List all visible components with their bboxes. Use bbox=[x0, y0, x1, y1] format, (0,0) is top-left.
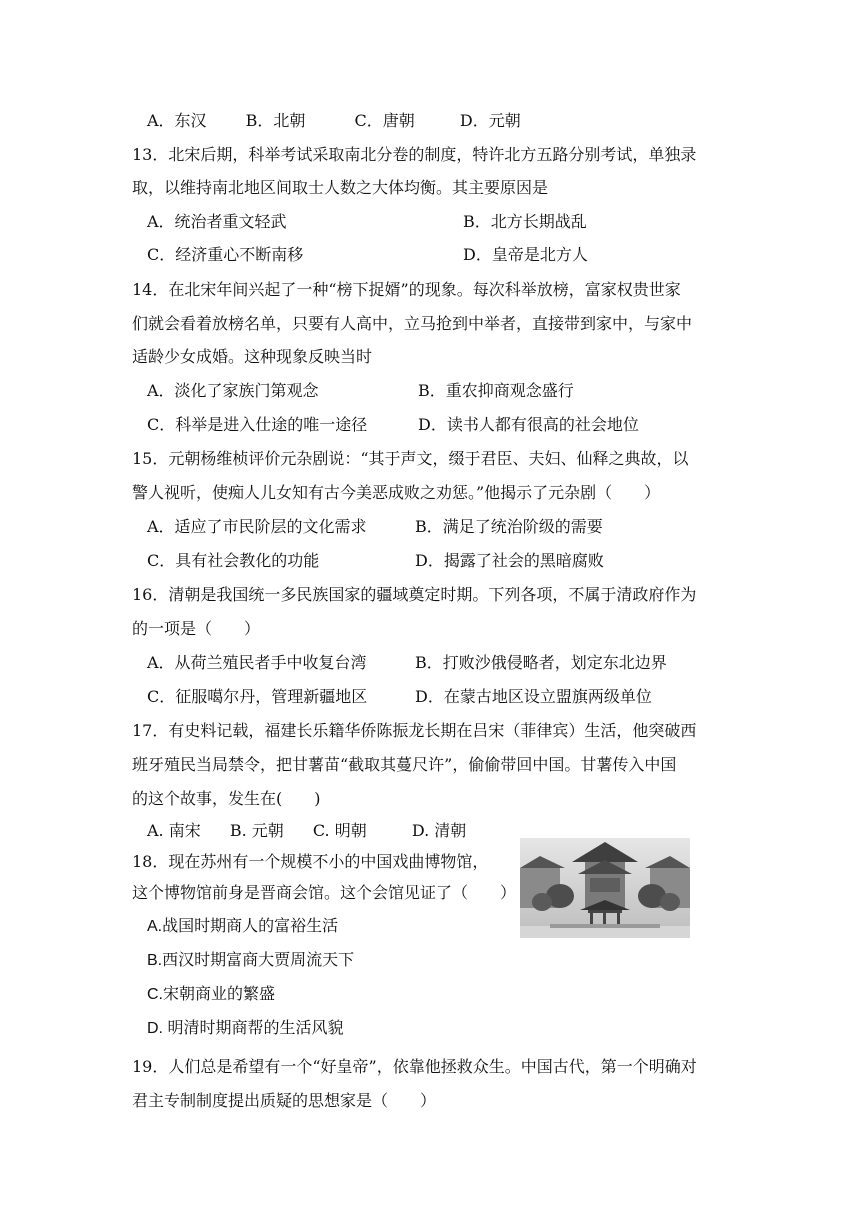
q14-stem-line-2: 们就会看着放榜名单，只要有人高中，立马抢到中举者，直接带到家中，与家中 bbox=[132, 314, 693, 333]
q14-option-d: D．读书人都有很高的社会地位 bbox=[418, 415, 639, 434]
q17-stem-line-2: 班牙殖民当局禁令，把甘薯苗“截取其蔓尺许”，偷偷带回中国。甘薯传入中国 bbox=[132, 755, 677, 774]
q18-stem-line-1: 18．现在苏州有一个规模不小的中国戏曲博物馆， bbox=[132, 852, 489, 871]
q12-option-b: B．北朝 bbox=[245, 111, 306, 130]
q15-option-a: A．适应了市民阶层的文化需求 bbox=[147, 517, 367, 536]
q17-options bbox=[147, 820, 466, 842]
q18-option-b: B.西汉时期富商大贾周流天下 bbox=[147, 952, 355, 969]
q17-option-b: B. 元朝 bbox=[229, 821, 284, 840]
q17-option-c: C. 明朝 bbox=[312, 821, 367, 840]
guild-hall-photo bbox=[520, 838, 690, 938]
q14-stem-line-3: 适龄少女成婚。这种现象反映当时 bbox=[132, 347, 373, 366]
q13-stem-line-1: 13．北宋后期，科举考试采取南北分卷的制度，特许北方五路分别考试，单独录 bbox=[132, 145, 697, 164]
q15-option-d: D．揭露了社会的黑暗腐败 bbox=[415, 551, 604, 570]
q12-options bbox=[147, 110, 521, 132]
q13-option-c: C．经济重心不断南移 bbox=[147, 245, 304, 264]
q14-option-c: C．科举是进入仕途的唯一途径 bbox=[147, 415, 368, 434]
q14-option-a: A．淡化了家族门第观念 bbox=[147, 381, 319, 400]
q13-stem-line-2: 取，以维持南北地区间取士人数之大体均衡。其主要原因是 bbox=[132, 178, 549, 197]
q19-stem-line-1: 19．人们总是希望有一个“好皇帝”，依靠他拯救众生。中国古代，第一个明确对 bbox=[132, 1057, 697, 1076]
q17-stem-line-1: 17．有史料记载，福建长乐籍华侨陈振龙长期在吕宋（菲律宾）生活，他突破西 bbox=[132, 721, 697, 740]
q16-option-a: A．从荷兰殖民者手中收复台湾 bbox=[147, 653, 367, 672]
q12-option-d: D．元朝 bbox=[459, 111, 521, 130]
q16-option-d: D．在蒙古地区设立盟旗两级单位 bbox=[415, 687, 652, 706]
q15-option-b: B．满足了统治阶级的需要 bbox=[415, 517, 603, 536]
q13-option-a: A．统治者重文轻武 bbox=[147, 212, 287, 231]
q15-stem-line-1: 15．元朝杨维桢评价元杂剧说：“其于声文，缀于君臣、夫妇、仙释之典故，以 bbox=[132, 449, 689, 468]
q16-stem-line-2: 的一项是（ ） bbox=[132, 619, 261, 638]
q18-option-d: D. 明清时期商帮的生活风貌 bbox=[147, 1020, 344, 1037]
q13-option-b: B．北方长期战乱 bbox=[463, 212, 587, 231]
q13-option-d: D．皇帝是北方人 bbox=[463, 245, 588, 264]
q16-option-b: B．打败沙俄侵略者，划定东北边界 bbox=[415, 653, 667, 672]
q15-stem-line-2: 警人视听，使痴人儿女知有古今美恶成败之劝惩。”他揭示了元杂剧（ ） bbox=[132, 483, 661, 502]
q18-option-c: C.宋朝商业的繁盛 bbox=[147, 986, 276, 1003]
q17-option-a: A. 南宋 bbox=[147, 821, 201, 840]
q18-stem-line-2: 这个博物馆前身是晋商会馆。这个会馆见证了（ ） bbox=[132, 883, 517, 902]
q14-option-b: B．重农抑商观念盛行 bbox=[418, 381, 574, 400]
q19-stem-line-2: 君主专制制度提出质疑的思想家是（ ） bbox=[132, 1091, 437, 1110]
q12-option-c: C．唐朝 bbox=[354, 111, 415, 130]
q12-option-a: A．东汉 bbox=[147, 111, 207, 130]
q17-option-d: D. 清朝 bbox=[411, 821, 467, 840]
q16-stem-line-1: 16．清朝是我国统一多民族国家的疆域奠定时期。下列各项，不属于清政府作为 bbox=[132, 585, 697, 604]
q14-stem-line-1: 14．在北宋年间兴起了一种“榜下捉婿”的现象。每次科举放榜，富家权贵世家 bbox=[132, 280, 681, 299]
q17-stem-line-3: 的这个故事，发生在( ) bbox=[132, 789, 321, 808]
q18-option-a: A.战国时期商人的富裕生活 bbox=[147, 918, 339, 935]
q16-option-c: C．征服噶尔丹，管理新疆地区 bbox=[147, 687, 368, 706]
q15-option-c: C．具有社会教化的功能 bbox=[147, 551, 320, 570]
